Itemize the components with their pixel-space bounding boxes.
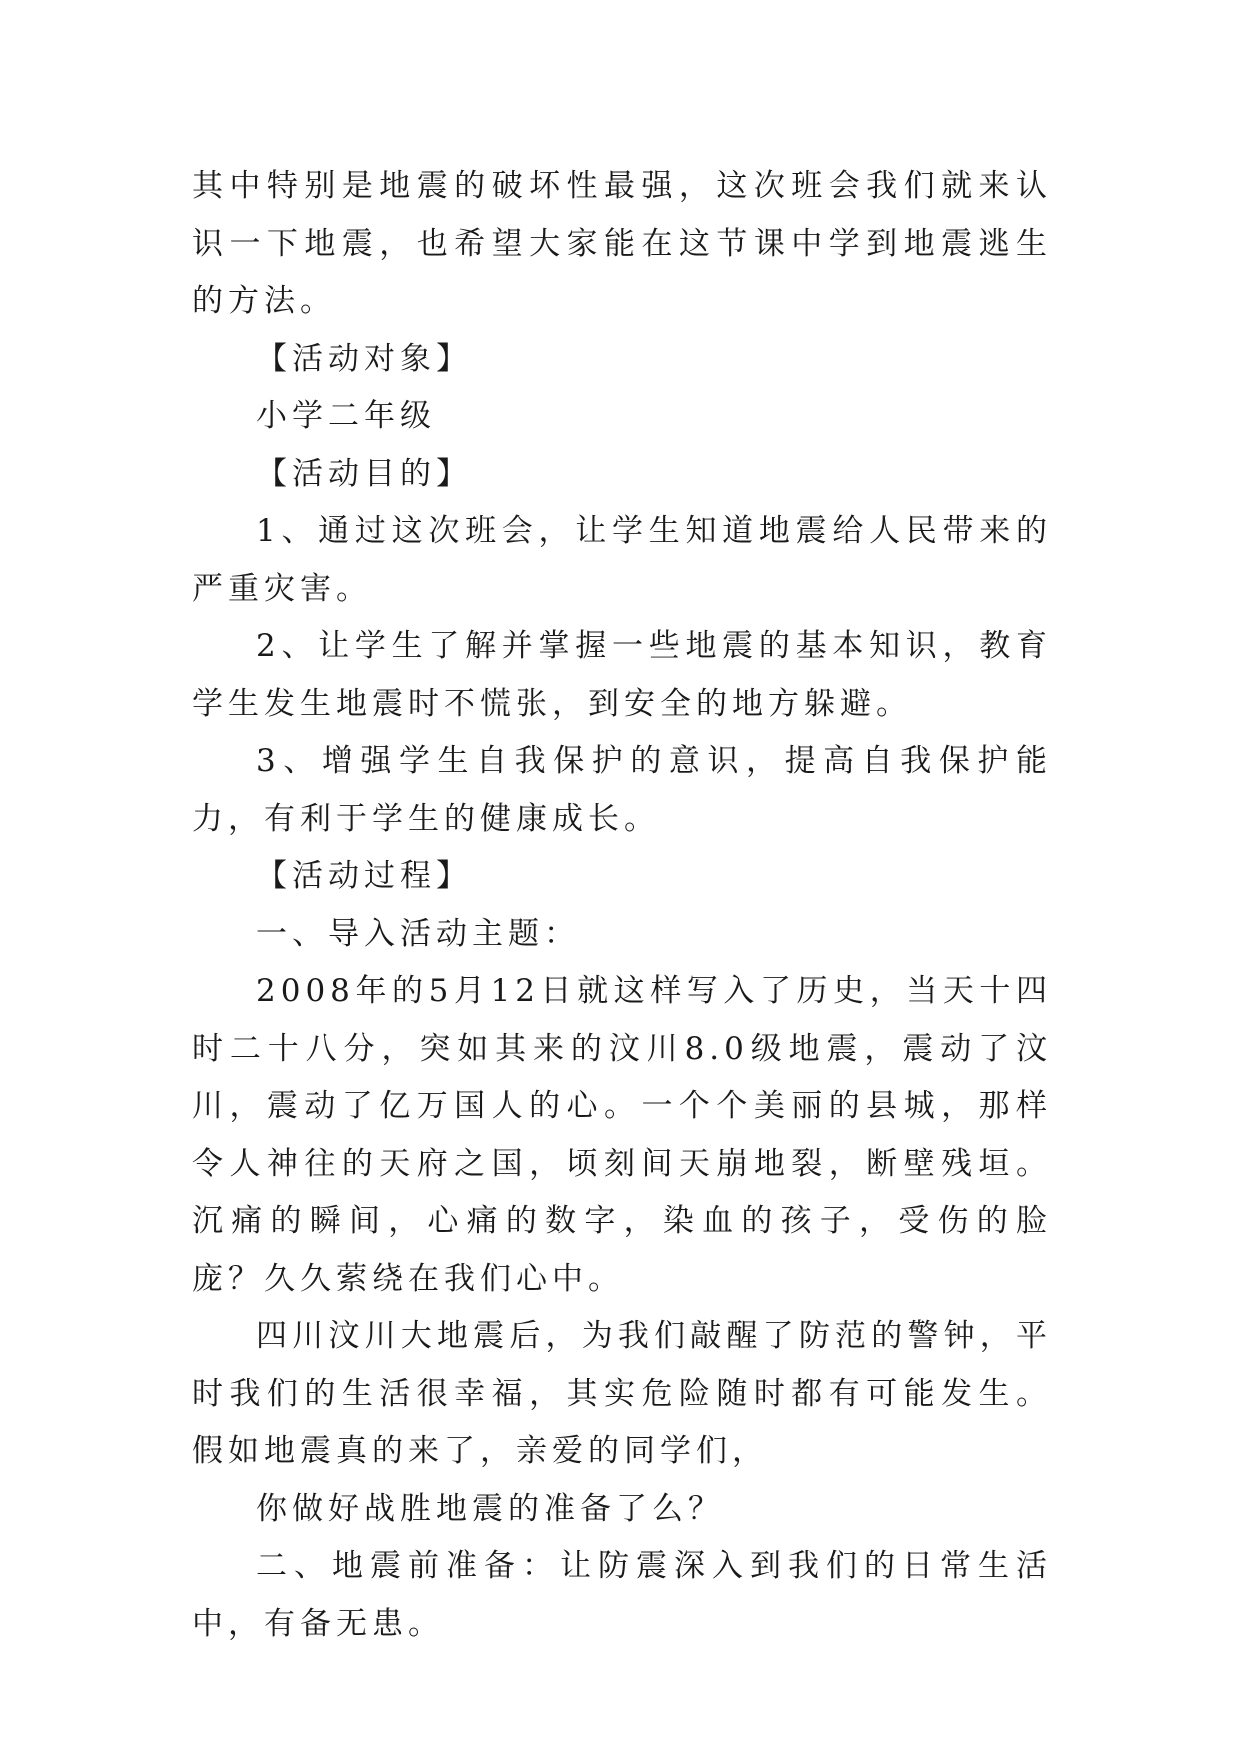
paragraph: 其中特别是地震的破坏性最强，这次班会我们就来认识一下地震，也希望大家能在这节课中学到地震逃生的方法。 — [192, 168, 1052, 319]
section-heading-target: 【活动对象】 — [256, 340, 472, 377]
subheading: 一、导入活动主题： — [256, 915, 580, 952]
paragraph: 2008年的5月12日就这样写入了历史，当天十四时二十八分，突如其来的汶川8.0级地震，震动了汶川，震动了亿万国人的心。一个个美丽的县城，那样令人神往的天府之国，顷刻间天崩地裂，断壁残垣。沉痛的瞬间，心痛的数字，染血的孩子，受伤的脸庞？久久萦绕在我们心中。 — [192, 973, 1052, 1297]
list-item: 3、增强学生自我保护的意识，提高自我保护能力，有利于学生的健康成长。 — [192, 743, 1052, 837]
paragraph: 四川汶川大地震后，为我们敲醒了防范的警钟，平时我们的生活很幸福，其实危险随时都有可能发生。假如地震真的来了，亲爱的同学们， — [192, 1318, 1052, 1469]
section-heading-purpose: 【活动目的】 — [256, 455, 472, 492]
section-heading-process: 【活动过程】 — [256, 858, 472, 894]
document-body — [192, 158, 1052, 1653]
list-item: 2、让学生了解并掌握一些地震的基本知识，教育学生发生地震时不慌张，到安全的地方躲避。 — [192, 628, 1052, 722]
subheading: 二、地震前准备：让防震深入到我们的日常生活中，有备无患。 — [192, 1548, 1052, 1642]
list-item: 1、通过这次班会，让学生知道地震给人民带来的严重灾害。 — [192, 513, 1052, 607]
paragraph: 你做好战胜地震的准备了么？ — [256, 1490, 724, 1527]
paragraph: 小学二年级 — [256, 398, 436, 434]
